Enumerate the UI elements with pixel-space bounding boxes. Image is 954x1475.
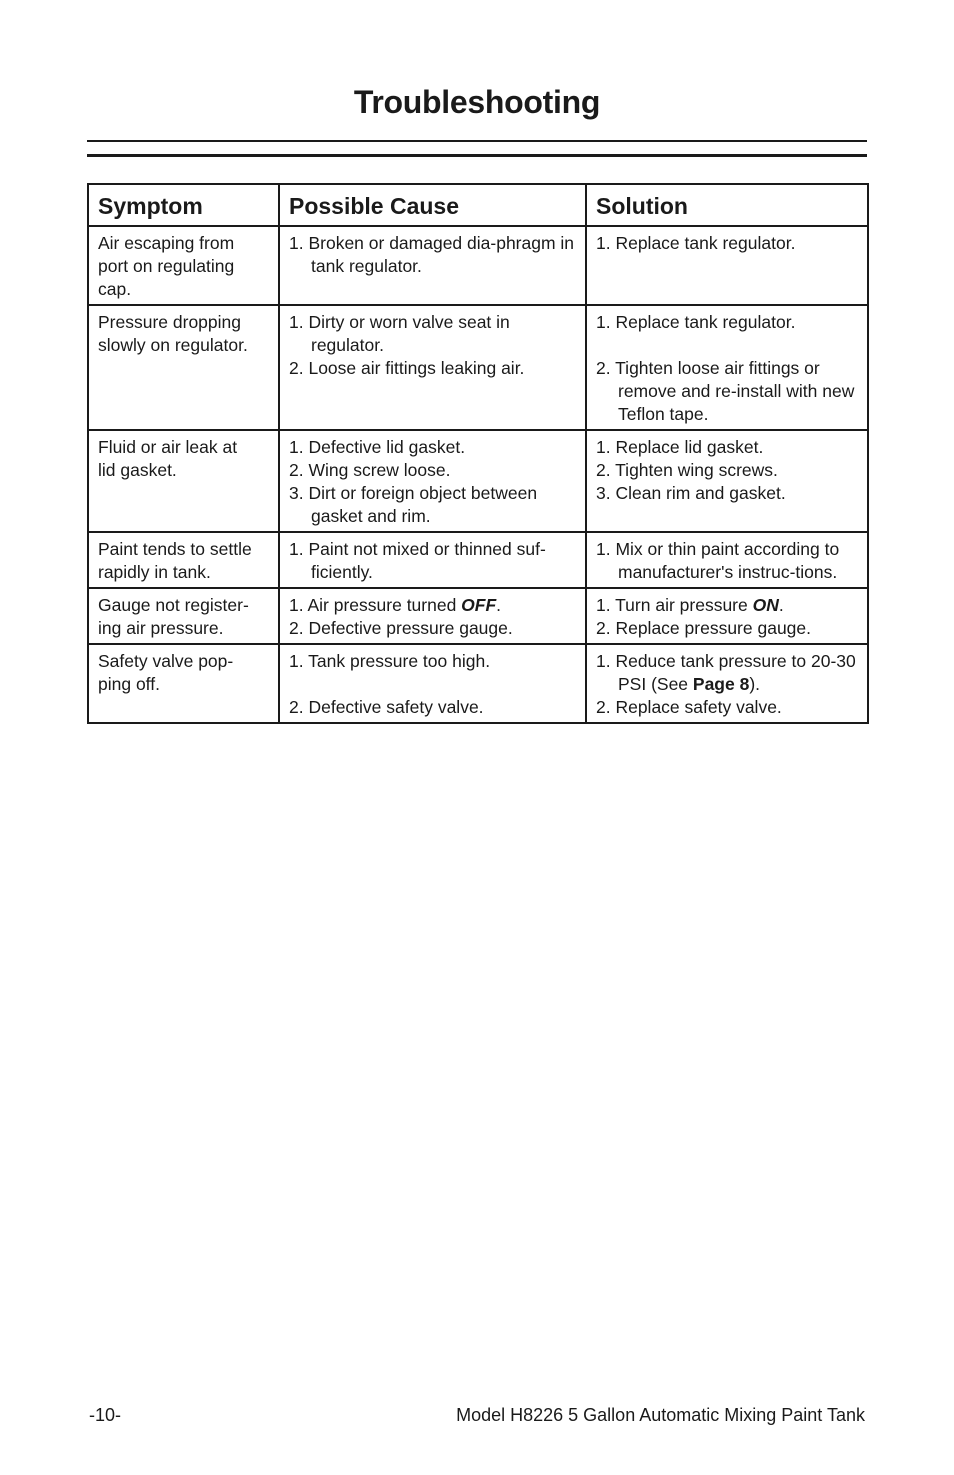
- symptom-text: Air escaping from port on regulating cap.: [98, 233, 235, 299]
- table-row: [88, 430, 868, 532]
- item-text: ).: [749, 674, 761, 694]
- page-number: -10-: [89, 1405, 122, 1425]
- list-item: 1. Dirty or worn valve seat in regulator.: [289, 312, 510, 355]
- solution-cell: [586, 226, 868, 305]
- table-row: [88, 305, 868, 430]
- list-item: 2. Loose air fittings leaking air.: [289, 358, 525, 378]
- cause-cell: [279, 644, 586, 723]
- list-item: 2. Replace safety valve.: [596, 697, 782, 717]
- symptom-text: Paint tends to settle rapidly in tank.: [98, 539, 252, 582]
- title-rule-thin: [87, 140, 867, 142]
- symptom-cell: [88, 588, 279, 644]
- troubleshooting-table: [87, 183, 869, 724]
- symptom-text: Safety valve pop-ping off.: [98, 651, 234, 694]
- list-item: 1. Mix or thin paint according to manufacturer's instruc-tions.: [596, 539, 840, 582]
- solution-cell: [586, 644, 868, 723]
- solution-cell: [586, 430, 868, 532]
- item-text: .: [778, 595, 784, 615]
- cause-cell: [279, 226, 586, 305]
- list-item: 1. Replace tank regulator.: [596, 233, 796, 253]
- symptom-cell: [88, 226, 279, 305]
- table-header-row: [88, 184, 868, 226]
- item-spacer: [289, 673, 579, 696]
- list-item: 2. Defective pressure gauge.: [289, 618, 513, 638]
- symptom-cell: [88, 430, 279, 532]
- list-item: 1. Broken or damaged dia-phragm in tank regulator.: [289, 233, 575, 276]
- off-emphasis: OFF: [461, 595, 497, 615]
- header-possible-cause: Possible Cause: [279, 184, 586, 226]
- title-rule-thick: [87, 154, 867, 157]
- list-item: [289, 594, 579, 617]
- list-item: 3. Clean rim and gasket.: [596, 483, 786, 503]
- cause-cell: [279, 305, 586, 430]
- list-item: 2. Tighten wing screws.: [596, 460, 778, 480]
- list-item: 2. Wing screw loose.: [289, 460, 451, 480]
- list-item: 1. Replace lid gasket.: [596, 437, 764, 457]
- list-item: 1. Replace tank regulator.: [596, 312, 796, 332]
- symptom-cell: [88, 644, 279, 723]
- solution-cell: [586, 588, 868, 644]
- list-item: 2. Defective safety valve.: [289, 697, 484, 717]
- list-item: [596, 594, 861, 617]
- list-item: 3. Dirt or foreign object between gasket and rim.: [289, 483, 538, 526]
- item-text: 1. Reduce tank pressure to 20-30 PSI (See: [596, 651, 856, 694]
- list-item: 1. Paint not mixed or thinned suf-ficiently.: [289, 539, 546, 582]
- cause-cell: [279, 588, 586, 644]
- list-item: 2. Replace pressure gauge.: [596, 618, 811, 638]
- item-text: 1. Air pressure turned: [289, 595, 462, 615]
- item-text: 1. Turn air pressure: [596, 595, 753, 615]
- symptom-text: Gauge not register-ing air pressure.: [98, 595, 249, 638]
- item-text: .: [496, 595, 502, 615]
- symptom-cell: [88, 532, 279, 588]
- header-symptom: Symptom: [88, 184, 279, 226]
- solution-cell: [586, 532, 868, 588]
- list-item: 2. Tighten loose air fittings or remove and re-install with new Teflon tape.: [596, 358, 855, 424]
- list-item: 1. Tank pressure too high.: [289, 651, 491, 671]
- page-title: Troubleshooting: [353, 84, 601, 120]
- symptom-text: Fluid or air leak at lid gasket.: [98, 437, 238, 480]
- table-row: [88, 226, 868, 305]
- list-item: [596, 650, 861, 696]
- list-item: 1. Defective lid gasket.: [289, 437, 466, 457]
- symptom-text: Pressure dropping slowly on regulator.: [98, 312, 248, 355]
- cause-cell: [279, 430, 586, 532]
- on-emphasis: ON: [752, 595, 779, 615]
- footer-model: Model H8226 5 Gallon Automatic Mixing Paint Tank: [456, 1405, 865, 1425]
- item-spacer: [596, 334, 861, 357]
- cause-cell: [279, 532, 586, 588]
- solution-cell: [586, 305, 868, 430]
- table-row: [88, 644, 868, 723]
- page-reference: Page 8: [692, 674, 750, 694]
- table-row: [88, 532, 868, 588]
- header-solution: Solution: [586, 184, 868, 226]
- symptom-cell: [88, 305, 279, 430]
- table-row: [88, 588, 868, 644]
